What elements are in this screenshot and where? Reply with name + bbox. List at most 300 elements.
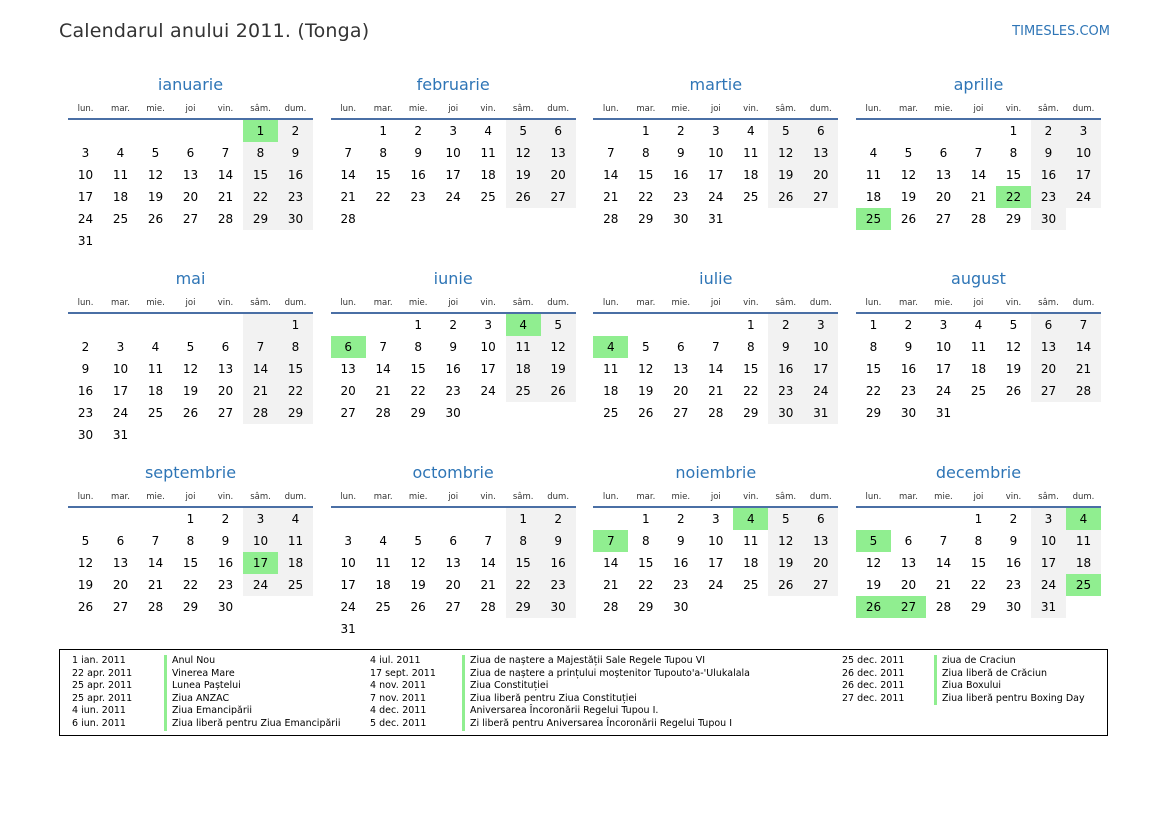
empty-cell: [891, 508, 926, 530]
day-cell: 6: [331, 336, 366, 358]
day-cell: 30: [1031, 208, 1066, 230]
day-cell: 16: [278, 164, 313, 186]
empty-cell: [243, 596, 278, 618]
day-cell: 31: [1031, 596, 1066, 618]
day-cell: 26: [856, 596, 891, 618]
holiday-date: 7 nov. 2011: [370, 692, 426, 704]
empty-cell: [803, 596, 838, 618]
day-cell: 1: [746, 318, 755, 332]
empty-cell: [996, 402, 1031, 424]
day-cell: 31: [340, 622, 356, 636]
weekday-label: joi: [973, 104, 984, 114]
day-cell: 17: [112, 384, 129, 398]
day-cell: 17: [1031, 552, 1066, 574]
weekday-header: [331, 98, 576, 120]
day-cell: 16: [673, 556, 689, 570]
day-cell: 16: [410, 168, 426, 182]
day-cell: 27: [1031, 380, 1066, 402]
holiday-column: [830, 655, 1085, 705]
day-cell: 16: [900, 362, 917, 376]
empty-cell: [366, 208, 401, 230]
month-mai: [68, 266, 313, 460]
holiday-name: Zi liberă pentru Aniversarea Încoronării Regelui Tupou I: [462, 718, 732, 731]
day-cell: 9: [676, 146, 685, 160]
day-cell: 18: [506, 358, 541, 380]
day-cell: 23: [278, 186, 313, 208]
day-cell: 18: [1066, 552, 1101, 574]
day-cell: 18: [147, 384, 164, 398]
empty-cell: [698, 596, 733, 618]
month-iulie: [593, 266, 838, 460]
empty-cell: [541, 618, 576, 640]
day-cell: 13: [112, 556, 129, 570]
day-cell: 7: [593, 530, 628, 552]
weekday-label: mie.: [671, 104, 691, 114]
day-cell: 17: [708, 556, 724, 570]
empty-cell: [1066, 208, 1101, 230]
weekday-label: lun.: [77, 492, 94, 502]
empty-cell: [698, 314, 733, 336]
day-cell: 28: [603, 212, 619, 226]
day-grid: [68, 120, 313, 252]
day-cell: 27: [112, 600, 129, 614]
day-cell: 5: [81, 534, 90, 548]
day-cell: 24: [243, 574, 278, 596]
day-cell: 19: [1005, 362, 1022, 376]
empty-cell: [961, 402, 996, 424]
weekday-header: [68, 98, 313, 120]
empty-cell: [961, 120, 996, 142]
day-cell: 13: [673, 362, 689, 376]
day-cell: 14: [1066, 336, 1101, 358]
day-cell: 29: [638, 600, 654, 614]
holiday-date: 26 dec. 2011: [842, 680, 905, 692]
weekday-label: mar.: [636, 104, 656, 114]
day-cell: 12: [541, 336, 576, 358]
day-cell: 3: [1066, 120, 1101, 142]
holiday-row: [830, 693, 1085, 706]
day-cell: 31: [112, 428, 129, 442]
weekday-label: sâm.: [512, 492, 534, 502]
day-cell: 2: [1031, 120, 1066, 142]
day-cell: 11: [603, 362, 619, 376]
day-cell: 11: [970, 340, 987, 354]
weekday-label: mar.: [373, 104, 393, 114]
empty-cell: [436, 508, 471, 530]
day-cell: 3: [484, 318, 492, 332]
holiday-date: 4 nov. 2011: [370, 680, 426, 692]
day-cell: 3: [449, 124, 457, 138]
day-cell: 13: [541, 142, 576, 164]
day-cell: 28: [970, 212, 987, 226]
holiday-name: Lunea Paștelui: [164, 680, 241, 693]
empty-cell: [331, 314, 366, 336]
months-grid: [68, 72, 1101, 642]
day-cell: 5: [904, 146, 913, 160]
day-cell: 22: [182, 578, 199, 592]
holiday-row: [830, 668, 1085, 681]
weekday-label: lun.: [865, 298, 882, 308]
day-cell: 20: [112, 578, 129, 592]
day-cell: 4: [151, 340, 160, 354]
empty-cell: [768, 208, 803, 230]
day-cell: 15: [278, 358, 313, 380]
day-cell: 12: [506, 142, 541, 164]
weekday-header: [331, 292, 576, 314]
weekday-label: vin.: [217, 492, 234, 502]
month-name: decembrie: [935, 463, 1022, 482]
holiday-name: ziua de Craciun: [934, 655, 1016, 668]
holiday-name: Ziua de naștere a Majestății Sale Regele Tupou VI: [462, 655, 705, 668]
day-cell: 21: [147, 578, 164, 592]
holiday-name: Ziua Constituției: [462, 680, 548, 693]
weekday-label: mie.: [671, 492, 691, 502]
weekday-label: mar.: [899, 104, 918, 114]
day-cell: 10: [708, 146, 724, 160]
weekday-label: mar.: [636, 298, 656, 308]
weekday-label: dum.: [284, 298, 307, 308]
day-cell: 24: [803, 380, 838, 402]
day-cell: 12: [410, 556, 426, 570]
day-cell: 12: [77, 556, 94, 570]
site-link[interactable]: TIMESLES.COM: [1012, 24, 1110, 39]
weekday-label: joi: [973, 492, 984, 502]
day-cell: 16: [217, 556, 234, 570]
day-cell: 15: [410, 362, 426, 376]
day-cell: 24: [1031, 574, 1066, 596]
day-cell: 4: [278, 508, 313, 530]
holiday-name: Ziua ANZAC: [164, 693, 229, 706]
day-cell: 23: [541, 574, 576, 596]
day-cell: 19: [768, 552, 803, 574]
day-cell: 13: [900, 556, 917, 570]
empty-cell: [506, 402, 541, 424]
empty-cell: [401, 618, 436, 640]
day-cell: 14: [603, 556, 619, 570]
empty-cell: [401, 508, 436, 530]
day-cell: 8: [186, 534, 195, 548]
day-cell: 24: [1066, 186, 1101, 208]
empty-cell: [926, 120, 961, 142]
day-cell: 22: [506, 574, 541, 596]
holiday-column: [358, 655, 750, 731]
holiday-row: [830, 655, 1085, 668]
day-cell: 13: [803, 142, 838, 164]
weekday-label: mar.: [899, 298, 918, 308]
empty-cell: [628, 314, 663, 336]
day-cell: 14: [243, 358, 278, 380]
day-cell: 30: [541, 596, 576, 618]
day-cell: 9: [414, 146, 422, 160]
day-cell: 25: [278, 574, 313, 596]
day-cell: 12: [1005, 340, 1022, 354]
weekday-label: dum.: [547, 492, 570, 502]
day-cell: 23: [445, 384, 461, 398]
empty-cell: [138, 508, 173, 530]
day-cell: 11: [112, 168, 129, 182]
empty-cell: [891, 120, 926, 142]
day-cell: 10: [243, 530, 278, 552]
weekday-label: joi: [973, 298, 984, 308]
day-cell: 9: [904, 340, 913, 354]
day-cell: 13: [217, 362, 234, 376]
day-cell: 2: [904, 318, 913, 332]
empty-cell: [173, 424, 208, 446]
day-cell: 28: [1066, 380, 1101, 402]
weekday-label: lun.: [602, 104, 619, 114]
day-cell: 25: [743, 578, 759, 592]
holiday-date: 25 apr. 2011: [72, 680, 133, 692]
holiday-row: [358, 705, 750, 718]
day-cell: 6: [676, 340, 685, 354]
weekday-label: lun.: [602, 492, 619, 502]
day-cell: 6: [221, 340, 230, 354]
day-cell: 25: [743, 190, 759, 204]
month-name: februarie: [416, 75, 490, 94]
month-name: aprilie: [953, 75, 1004, 94]
day-cell: 28: [480, 600, 496, 614]
day-cell: 15: [243, 164, 278, 186]
weekday-label: lun.: [865, 104, 882, 114]
day-cell: 31: [935, 406, 952, 420]
empty-cell: [471, 402, 506, 424]
day-cell: 20: [673, 384, 689, 398]
day-cell: 14: [708, 362, 724, 376]
day-cell: 10: [1066, 142, 1101, 164]
day-cell: 27: [182, 212, 199, 226]
day-cell: 20: [803, 164, 838, 186]
weekday-label: sâm.: [250, 298, 271, 308]
day-cell: 23: [77, 406, 94, 420]
day-cell: 20: [803, 552, 838, 574]
empty-cell: [103, 230, 138, 252]
empty-cell: [103, 314, 138, 336]
day-cell: 29: [506, 596, 541, 618]
day-cell: 2: [541, 508, 576, 530]
day-cell: 6: [939, 146, 948, 160]
empty-cell: [243, 314, 278, 336]
day-cell: 21: [970, 190, 987, 204]
day-cell: 28: [217, 212, 234, 226]
weekday-header: [68, 292, 313, 314]
day-cell: 6: [1031, 314, 1066, 336]
empty-cell: [208, 314, 243, 336]
day-cell: 7: [379, 340, 387, 354]
day-cell: 16: [673, 168, 689, 182]
day-cell: 20: [935, 190, 952, 204]
day-cell: 4: [1066, 508, 1101, 530]
weekday-label: vin.: [1005, 104, 1022, 114]
day-cell: 16: [445, 362, 461, 376]
month-name: septembrie: [144, 463, 237, 482]
empty-cell: [1066, 596, 1101, 618]
day-cell: 10: [445, 146, 461, 160]
empty-cell: [138, 424, 173, 446]
day-cell: 25: [112, 212, 129, 226]
day-cell: 4: [379, 534, 387, 548]
day-cell: 24: [445, 190, 461, 204]
day-grid: [68, 314, 313, 446]
weekday-label: dum.: [809, 492, 832, 502]
day-cell: 14: [217, 168, 234, 182]
holiday-name: Ziua liberă de Crăciun: [934, 668, 1047, 681]
day-cell: 11: [480, 146, 496, 160]
day-cell: 22: [638, 190, 654, 204]
day-cell: 19: [900, 190, 917, 204]
day-cell: 2: [676, 512, 685, 526]
day-cell: 27: [445, 600, 461, 614]
day-cell: 30: [217, 600, 234, 614]
weekday-label: dum.: [809, 104, 832, 114]
holiday-row: [830, 680, 1085, 693]
day-cell: 5: [768, 508, 803, 530]
day-cell: 11: [375, 556, 391, 570]
day-cell: 30: [445, 406, 461, 420]
weekday-label: mie.: [146, 492, 165, 502]
weekday-label: vin.: [480, 492, 496, 502]
day-cell: 27: [803, 574, 838, 596]
day-cell: 4: [974, 318, 983, 332]
day-cell: 3: [939, 318, 948, 332]
month-martie: [593, 72, 838, 266]
day-cell: 3: [344, 534, 352, 548]
day-cell: 27: [673, 406, 689, 420]
day-cell: 13: [935, 168, 952, 182]
weekday-label: lun.: [602, 298, 619, 308]
weekday-label: joi: [448, 492, 459, 502]
day-cell: 29: [638, 212, 654, 226]
day-cell: 22: [375, 190, 391, 204]
day-cell: 20: [182, 190, 199, 204]
day-cell: 17: [445, 168, 461, 182]
day-cell: 7: [484, 534, 492, 548]
day-cell: 20: [900, 578, 917, 592]
day-cell: 9: [278, 142, 313, 164]
weekday-label: mie.: [408, 298, 428, 308]
day-cell: 3: [803, 314, 838, 336]
weekday-label: joi: [710, 492, 721, 502]
day-cell: 21: [340, 190, 356, 204]
day-cell: 16: [77, 384, 94, 398]
day-cell: 19: [77, 578, 94, 592]
holiday-date: 4 iun. 2011: [72, 705, 126, 717]
month-iunie: [331, 266, 576, 460]
holiday-list: [59, 649, 1108, 736]
day-cell: 7: [344, 146, 352, 160]
day-cell: 9: [676, 534, 685, 548]
day-cell: 26: [506, 186, 541, 208]
day-cell: 16: [1031, 164, 1066, 186]
weekday-label: joi: [710, 104, 721, 114]
day-cell: 26: [768, 186, 803, 208]
day-cell: 18: [743, 168, 759, 182]
day-cell: 4: [484, 124, 492, 138]
day-cell: 5: [186, 340, 195, 354]
day-cell: 5: [414, 534, 422, 548]
weekday-label: vin.: [217, 104, 234, 114]
day-cell: 29: [410, 406, 426, 420]
day-cell: 2: [221, 512, 230, 526]
day-cell: 23: [1005, 578, 1022, 592]
empty-cell: [208, 230, 243, 252]
weekday-label: mar.: [636, 492, 656, 502]
holiday-row: [358, 693, 750, 706]
day-cell: 17: [708, 168, 724, 182]
day-cell: 26: [182, 406, 199, 420]
month-decembrie: [856, 460, 1101, 654]
month-ianuarie: [68, 72, 313, 266]
day-cell: 18: [112, 190, 129, 204]
holiday-date: 26 dec. 2011: [842, 667, 905, 679]
day-cell: 22: [743, 384, 759, 398]
month-name: martie: [689, 75, 743, 94]
empty-cell: [173, 314, 208, 336]
empty-cell: [103, 120, 138, 142]
day-cell: 25: [970, 384, 987, 398]
day-cell: 8: [974, 534, 983, 548]
month-name: august: [951, 269, 1006, 288]
day-cell: 5: [506, 120, 541, 142]
day-cell: 10: [112, 362, 129, 376]
day-cell: 14: [480, 556, 496, 570]
day-cell: 6: [541, 120, 576, 142]
day-cell: 12: [900, 168, 917, 182]
day-cell: 16: [1005, 556, 1022, 570]
weekday-label: vin.: [480, 298, 496, 308]
day-cell: 1: [379, 124, 387, 138]
day-cell: 18: [865, 190, 882, 204]
empty-cell: [593, 508, 628, 530]
weekday-label: vin.: [1005, 492, 1022, 502]
empty-cell: [926, 508, 961, 530]
weekday-label: lun.: [77, 298, 94, 308]
holiday-date: 5 dec. 2011: [370, 717, 427, 729]
day-cell: 20: [445, 578, 461, 592]
holiday-name: Aniversarea Încoronării Regelui Tupou I.: [462, 705, 658, 718]
empty-cell: [593, 314, 628, 336]
holiday-date: 6 iun. 2011: [72, 717, 126, 729]
day-cell: 18: [278, 552, 313, 574]
day-cell: 1: [243, 120, 278, 142]
day-cell: 10: [708, 534, 724, 548]
holiday-row: [60, 718, 341, 731]
day-cell: 3: [1031, 508, 1066, 530]
day-cell: 19: [182, 384, 199, 398]
empty-cell: [278, 596, 313, 618]
weekday-header: [856, 98, 1101, 120]
day-cell: 10: [935, 340, 952, 354]
day-cell: 21: [480, 578, 496, 592]
empty-cell: [138, 230, 173, 252]
empty-cell: [366, 508, 401, 530]
weekday-label: sâm.: [512, 104, 534, 114]
weekday-label: mie.: [934, 104, 953, 114]
day-cell: 21: [708, 384, 724, 398]
day-cell: 1: [506, 508, 541, 530]
day-cell: 2: [768, 314, 803, 336]
day-cell: 30: [278, 208, 313, 230]
day-cell: 2: [449, 318, 457, 332]
day-cell: 28: [708, 406, 724, 420]
weekday-label: lun.: [340, 298, 357, 308]
empty-cell: [471, 508, 506, 530]
day-cell: 8: [641, 534, 650, 548]
weekday-label: joi: [185, 298, 196, 308]
day-cell: 6: [449, 534, 457, 548]
day-cell: 24: [480, 384, 496, 398]
weekday-label: mar.: [373, 492, 393, 502]
day-cell: 6: [186, 146, 195, 160]
